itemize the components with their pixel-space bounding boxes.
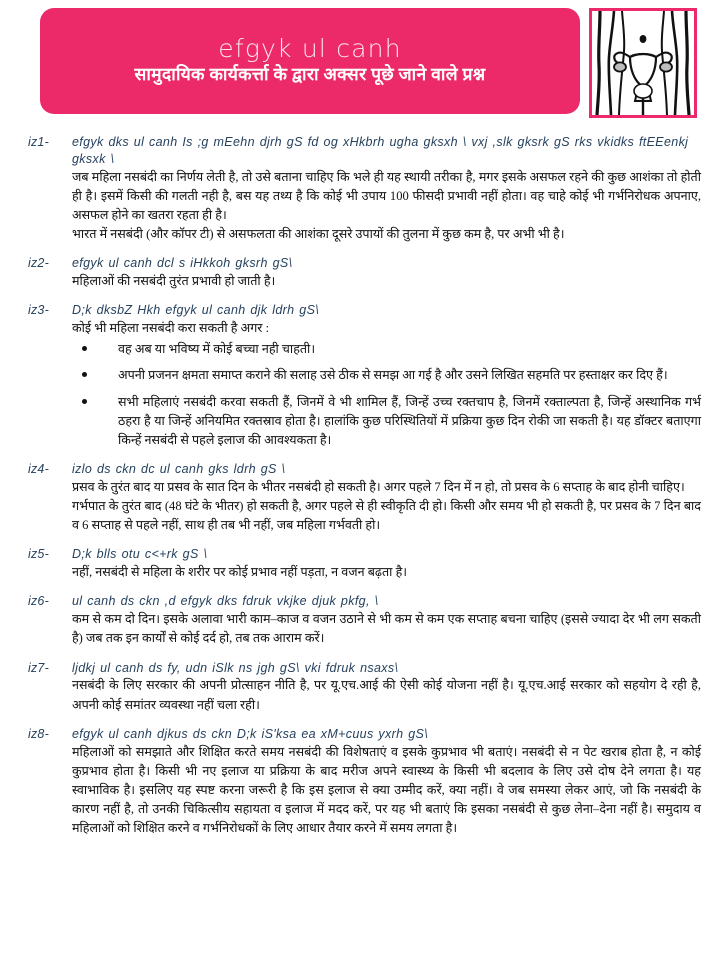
- faq-item: [28, 461, 705, 535]
- list-item: [72, 366, 705, 385]
- question-text-legacy: efgyk ul canh djkus ds ckn D;k iS'ksa ea xM+cuus yxrh gS\: [72, 726, 429, 741]
- header-banner: [40, 8, 580, 114]
- anatomy-illustration: [589, 8, 697, 118]
- answer-paragraph: जब महिला नसबंदी का निर्णय लेती है, तो उसे बताना चाहिए कि भले ही यह स्थायी तरीका है, मगर इसके असफल रहने की कुछ आशंका तो होती ही है। इसमें किसी की गलती नही है, बस यह तथ्य है कि कोई भी उपाय 100 फीसदी प्रभावी नहीं होता। वह चाहे कोई भी गर्भनिरोधक अपनाए, असफल होने का खतरा रहता ही है।: [72, 169, 701, 223]
- question-number: iz6-: [28, 594, 49, 609]
- faq-item: [28, 255, 705, 291]
- answer-text: [72, 676, 705, 714]
- question-number: iz2-: [28, 256, 49, 271]
- faq-item: [28, 726, 705, 839]
- answer-text: [72, 168, 705, 245]
- faq-item: [28, 593, 705, 648]
- question-number: iz8-: [28, 726, 49, 741]
- question-number: iz1-: [28, 135, 49, 149]
- list-item-label: वह अब या भविष्य में कोई बच्चा नही चाहती।: [118, 342, 316, 357]
- question-row: [28, 134, 705, 168]
- question-text-legacy: efgyk ul canh dcl s iHkkoh gksrh gS\: [72, 256, 293, 271]
- question-text-legacy: D;k dksbZ Hkh efgyk ul canh djk ldrh gS\: [72, 303, 320, 318]
- question-text-legacy: ljdkj ul canh ds fy, udn iSlk ns jgh gS\ vki fdruk nsaxs\: [72, 660, 399, 675]
- answer-text: [72, 319, 705, 338]
- answer-text: [72, 478, 705, 535]
- question-row: [28, 726, 705, 743]
- question-number: iz3-: [28, 303, 49, 318]
- question-row: [28, 302, 705, 319]
- answer-paragraph: कम से कम दो दिन। इसके अलावा भारी काम–काज व वजन उठाने से भी कम से कम एक सप्ताह बचना चाहिए (इससे ज्यादा देर भी लग सकती है) जब तक इन कार्यों से कोई दर्द हो, तब तक आराम करें।: [72, 612, 701, 646]
- bullet-dot-icon: [82, 346, 87, 351]
- bullet-dot-icon: [82, 399, 87, 404]
- answer-paragraph: गर्भपात के तुरंत बाद (48 घंटे के भीतर) हो सकती है, अगर पहले से ही स्वीकृति दी हो। किसी और समय भी हो सकती है, पर प्रसव के 7 दिन बाद व 6 सप्ताह से पहले नहीं, साथ ही तब भी नहीं, जब महिला गर्भवती हो।: [72, 499, 701, 533]
- question-row: [28, 660, 705, 677]
- header-banner-text: [40, 36, 580, 86]
- question-row: [28, 461, 705, 478]
- faq-item: [28, 134, 705, 244]
- page-header: [40, 8, 697, 120]
- question-text-legacy: ul canh ds ckn ,d efgyk dks fdruk vkjke djuk pkfg, \: [72, 594, 379, 609]
- question-row: [28, 255, 705, 272]
- faq-list: [28, 134, 705, 838]
- question-row: [28, 593, 705, 610]
- list-item: [72, 393, 705, 450]
- banner-title-hindi: सामुदायिक कार्यकर्त्ता के द्वारा अक्सर पूछे जाने वाले प्रश्न: [134, 64, 486, 85]
- answer-paragraph: भारत में नसबंदी (और कॉपर टी) से असफलता की आशंका दूसरे उपायों की तुलना में कुछ कम है, पर अभी भी है।: [72, 227, 565, 242]
- answer-text: [72, 743, 705, 839]
- list-item: [72, 340, 705, 359]
- question-row: [28, 546, 705, 563]
- answer-paragraph: महिलाओं को समझाते और शिक्षित करते समय नसबंदी की विशेषताएं व इसके कुप्रभाव भी बताएं। नसबंदी से न पेट खराब होता है, न कोई कुप्रभाव होता है। किसी भी नए इलाज या प्रक्रिया के बाद मरीज अपने स्वास्थ्य के किसी भी बदलाव के लिए उसे दोष देने लगता है। यह स्वाभाविक है। इसलिए यह स्पष्ट करना जरूरी है कि इस इलाज से क्या उम्मीद करें, क्या नहीं। वे जब समस्या लेकर आएं, जो कि नसबंदी के कारण नहीं है, तो उनकी चिकित्सीय सहायता व इलाज में मदद करें, पर यह भी बताएं कि इसका नसबंदी से कुछ लेना–देना नहीं है। समुदाय व महिलाओं को शिक्षित करने व गर्भनिरोधकों के लिए आधार तैयार करने में समय लगता है।: [72, 744, 701, 836]
- uterus-anatomy-icon: [592, 11, 694, 115]
- answer-text: [72, 563, 705, 582]
- answer-text: [72, 272, 705, 291]
- question-number: iz7-: [28, 660, 49, 675]
- question-text-legacy: efgyk dks ul canh Is ;g mEehn djrh gS fd og xHkbrh ugha gksxh \ vxj ,slk gksrk gS rks vkidks ftEEenkj gksxk \: [72, 135, 689, 166]
- answer-text: [72, 610, 705, 648]
- faq-item: [28, 302, 705, 450]
- answer-bullet-list: [72, 340, 705, 450]
- question-number: iz4-: [28, 462, 49, 477]
- answer-paragraph: महिलाओं की नसबंदी तुरंत प्रभावी हो जाती है।: [72, 274, 276, 289]
- question-text-legacy: izlo ds ckn dc ul canh gks ldrh gS \: [72, 462, 286, 477]
- answer-paragraph: नसबंदी के लिए सरकार की अपनी प्रोत्साहन नीति है, पर यू.एच.आई की ऐसी कोई योजना नहीं है। यू.एच.आई सरकार को सहयोग दे रही है, अपनी कोई समांतर व्यवस्था नहीं चला रही।: [72, 678, 701, 712]
- faq-item: [28, 546, 705, 582]
- answer-paragraph: प्रसव के तुरंत बाद या प्रसव के सात दिन के भीतर नसबंदी हो सकती है। अगर पहले 7 दिन में न हो, तो प्रसव के 6 सप्ताह के बाद होनी चाहिए।: [72, 479, 685, 494]
- bullet-dot-icon: [82, 372, 87, 377]
- faq-item: [28, 660, 705, 715]
- answer-paragraph: कोई भी महिला नसबंदी करा सकती है अगर :: [72, 321, 270, 336]
- question-text-legacy: D;k blls otu c<+rk gS \: [72, 547, 208, 562]
- answer-paragraph: नहीं, नसबंदी से महिला के शरीर पर कोई प्रभाव नहीं पड़ता, न वजन बढ़ता है।: [72, 565, 408, 580]
- list-item-label: अपनी प्रजनन क्षमता समाप्त कराने की सलाह उसे ठीक से समझ आ गई है और उसने लिखित सहमति पर हस्ताक्षर कर दिए हैं।: [118, 368, 668, 383]
- question-number: iz5-: [28, 547, 49, 562]
- list-item-label: सभी महिलाएं नसबंदी करवा सकती हैं, जिनमें वे भी शामिल हैं, जिन्हें उच्च रक्तचाप है, जिनमें रक्ताल्पता है, जिन्हें अस्थानिक गर्भ ठहरा है या जिन्हें अनियमित रक्तस्राव होता है। हालांकि कुछ परिस्थितियों में प्रक्रिया कुछ दिन रोकी जा सकती है। यह डॉक्टर बताएगा किन्हें नसबंदी से पहले इलाज की आवश्यकता है।: [118, 394, 701, 447]
- banner-title-legacy: efgyk ul canh: [218, 34, 402, 63]
